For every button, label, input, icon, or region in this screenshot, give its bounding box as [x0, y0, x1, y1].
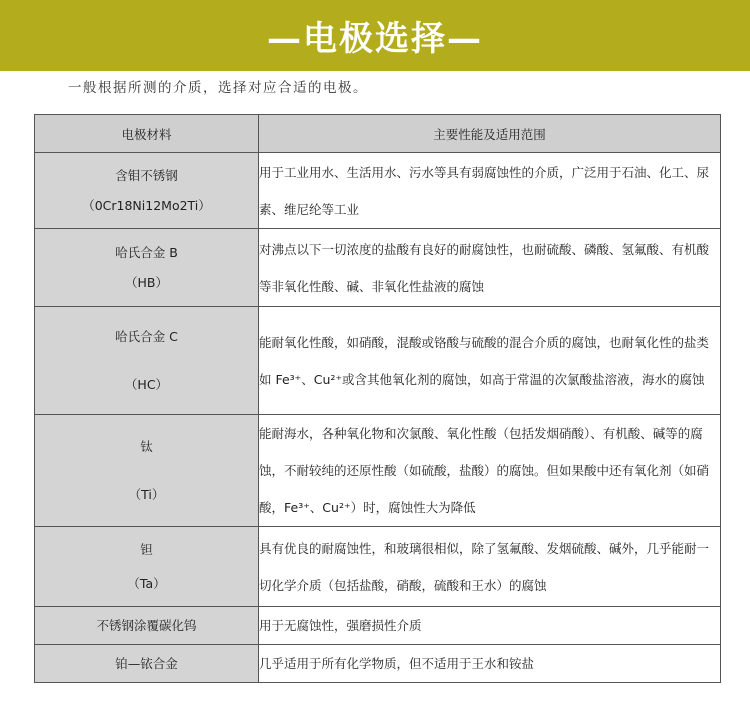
material-code: （0Cr18Ni12Mo2Ti）	[82, 197, 211, 213]
material-name: 哈氏合金 B	[115, 244, 178, 260]
material-name: 含钼不锈钢	[115, 167, 178, 183]
table-row	[35, 307, 721, 415]
material-code: （Ta）	[127, 575, 166, 591]
material-name: 钽	[140, 541, 153, 557]
table-row	[35, 153, 721, 229]
material-cell	[35, 153, 259, 229]
table-header-row	[35, 115, 721, 153]
material-code: （HC）	[124, 376, 169, 392]
table-row	[35, 607, 721, 645]
material-cell	[35, 415, 259, 527]
description-cell: 能耐氧化性酸，如硝酸，混酸或铬酸与硫酸的混合介质的腐蚀，也耐氧化性的盐类如 Fe³⁺、Cu²⁺或含其他氧化剂的腐蚀，如高于常温的次氯酸盐溶液，海水的腐蚀	[259, 307, 721, 415]
material-cell	[35, 307, 259, 415]
material-name: 钛	[140, 438, 153, 454]
material-code: （HB）	[125, 274, 168, 290]
material-code: （Ti）	[128, 486, 165, 502]
electrode-table	[34, 114, 721, 683]
column-header-performance: 主要性能及适用范围	[259, 115, 721, 153]
description-cell: 对沸点以下一切浓度的盐酸有良好的耐腐蚀性，也耐硫酸、磷酸、氢氟酸、有机酸等非氧化性酸、碱、非氧化性盐液的腐蚀	[259, 229, 721, 307]
description-cell: 用于工业用水、生活用水、污水等具有弱腐蚀性的介质，广泛用于石油、化工、尿素、维尼纶等工业	[259, 153, 721, 229]
description-cell: 具有优良的耐腐蚀性，和玻璃很相似，除了氢氟酸、发烟硫酸、碱外，几乎能耐一切化学介质（包括盐酸，硝酸，硫酸和王水）的腐蚀	[259, 527, 721, 607]
material-cell	[35, 229, 259, 307]
table-row	[35, 645, 721, 683]
column-header-material: 电极材料	[35, 115, 259, 153]
title-banner	[0, 0, 750, 71]
table-row	[35, 229, 721, 307]
intro-text: 一般根据所测的介质，选择对应合适的电极。	[68, 80, 368, 96]
table-row	[35, 527, 721, 607]
material-name: 哈氏合金 C	[115, 328, 178, 344]
material-cell	[35, 645, 259, 683]
material-name: 铂—铱合金	[115, 655, 178, 671]
description-cell: 用于无腐蚀性，强磨损性介质	[259, 607, 721, 645]
table-row	[35, 415, 721, 527]
material-cell	[35, 527, 259, 607]
material-cell	[35, 607, 259, 645]
page-title: —电极选择—	[267, 19, 483, 59]
description-cell: 几乎适用于所有化学物质，但不适用于王水和铵盐	[259, 645, 721, 683]
material-name: 不锈钢涂覆碳化钨	[96, 617, 197, 633]
description-cell: 能耐海水，各种氧化物和次氯酸、氧化性酸（包括发烟硝酸）、有机酸、碱等的腐蚀，不耐较纯的还原性酸（如硫酸，盐酸）的腐蚀。但如果酸中还有氧化剂（如硝酸，Fe³⁺、Cu²⁺）时，腐蚀性大为降低	[259, 415, 721, 527]
